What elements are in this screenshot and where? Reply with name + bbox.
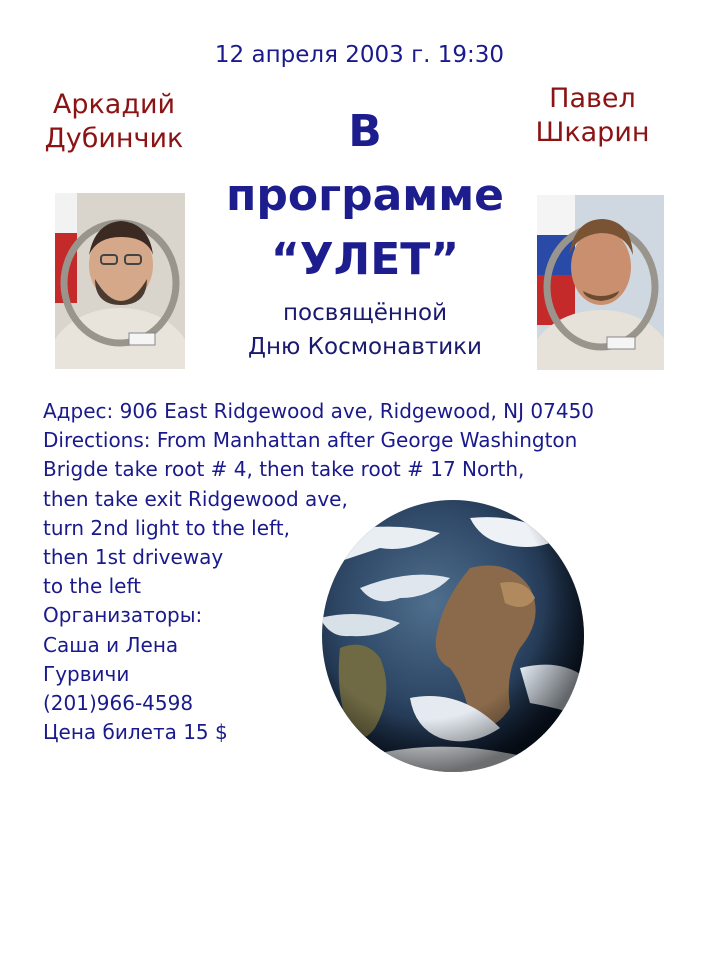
earth-icon (320, 498, 586, 774)
organizers-names: Саша и Лена (43, 632, 179, 657)
directions-line-3: then take exit Ridgewood ave, (43, 486, 348, 511)
organizers-label: Организаторы: (43, 603, 203, 628)
earth-globe-image (320, 498, 586, 774)
program-headline (190, 100, 540, 292)
performer-right-name (530, 82, 655, 150)
astronaut-portrait-right (537, 195, 664, 370)
performer-right-last-name: Шкарин (535, 117, 650, 148)
headline-line-2: программе (225, 170, 505, 221)
astronaut-portrait-left (55, 193, 185, 369)
performer-right-first-name: Павел (549, 83, 636, 114)
headline-line-3: “УЛЕТ” (270, 234, 460, 285)
directions-line-2: Brigde take root # 4, then take root # 17 North, (43, 457, 525, 482)
event-date: 12 апреля 2003 г. 19:30 (214, 42, 505, 68)
performer-left-photo (55, 193, 185, 369)
performer-left-name (34, 88, 194, 156)
directions-line-1: Directions: From Manhattan after George Washington (43, 428, 578, 453)
dedication-line-2: Дню Космонавтики (247, 334, 483, 360)
directions-line-6: to the left (43, 574, 142, 599)
ticket-price: Цена билета 15 $ (43, 720, 228, 745)
phone-number: (201)966-4598 (43, 691, 194, 716)
directions-line-5: then 1st driveway (43, 545, 224, 570)
performer-left-last-name: Дубинчик (44, 123, 184, 154)
performer-right-photo (537, 195, 664, 370)
performer-left-first-name: Аркадий (52, 89, 176, 120)
address-line: Адрес: 906 East Ridgewood ave, Ridgewood, NJ 07450 (43, 399, 595, 423)
organizers-surname: Гурвичи (43, 661, 130, 686)
dedication-line-1: посвящённой (282, 300, 448, 326)
directions-line-4: turn 2nd light to the left, (43, 515, 290, 540)
dedication (190, 296, 540, 364)
headline-line-1: В (348, 106, 382, 157)
